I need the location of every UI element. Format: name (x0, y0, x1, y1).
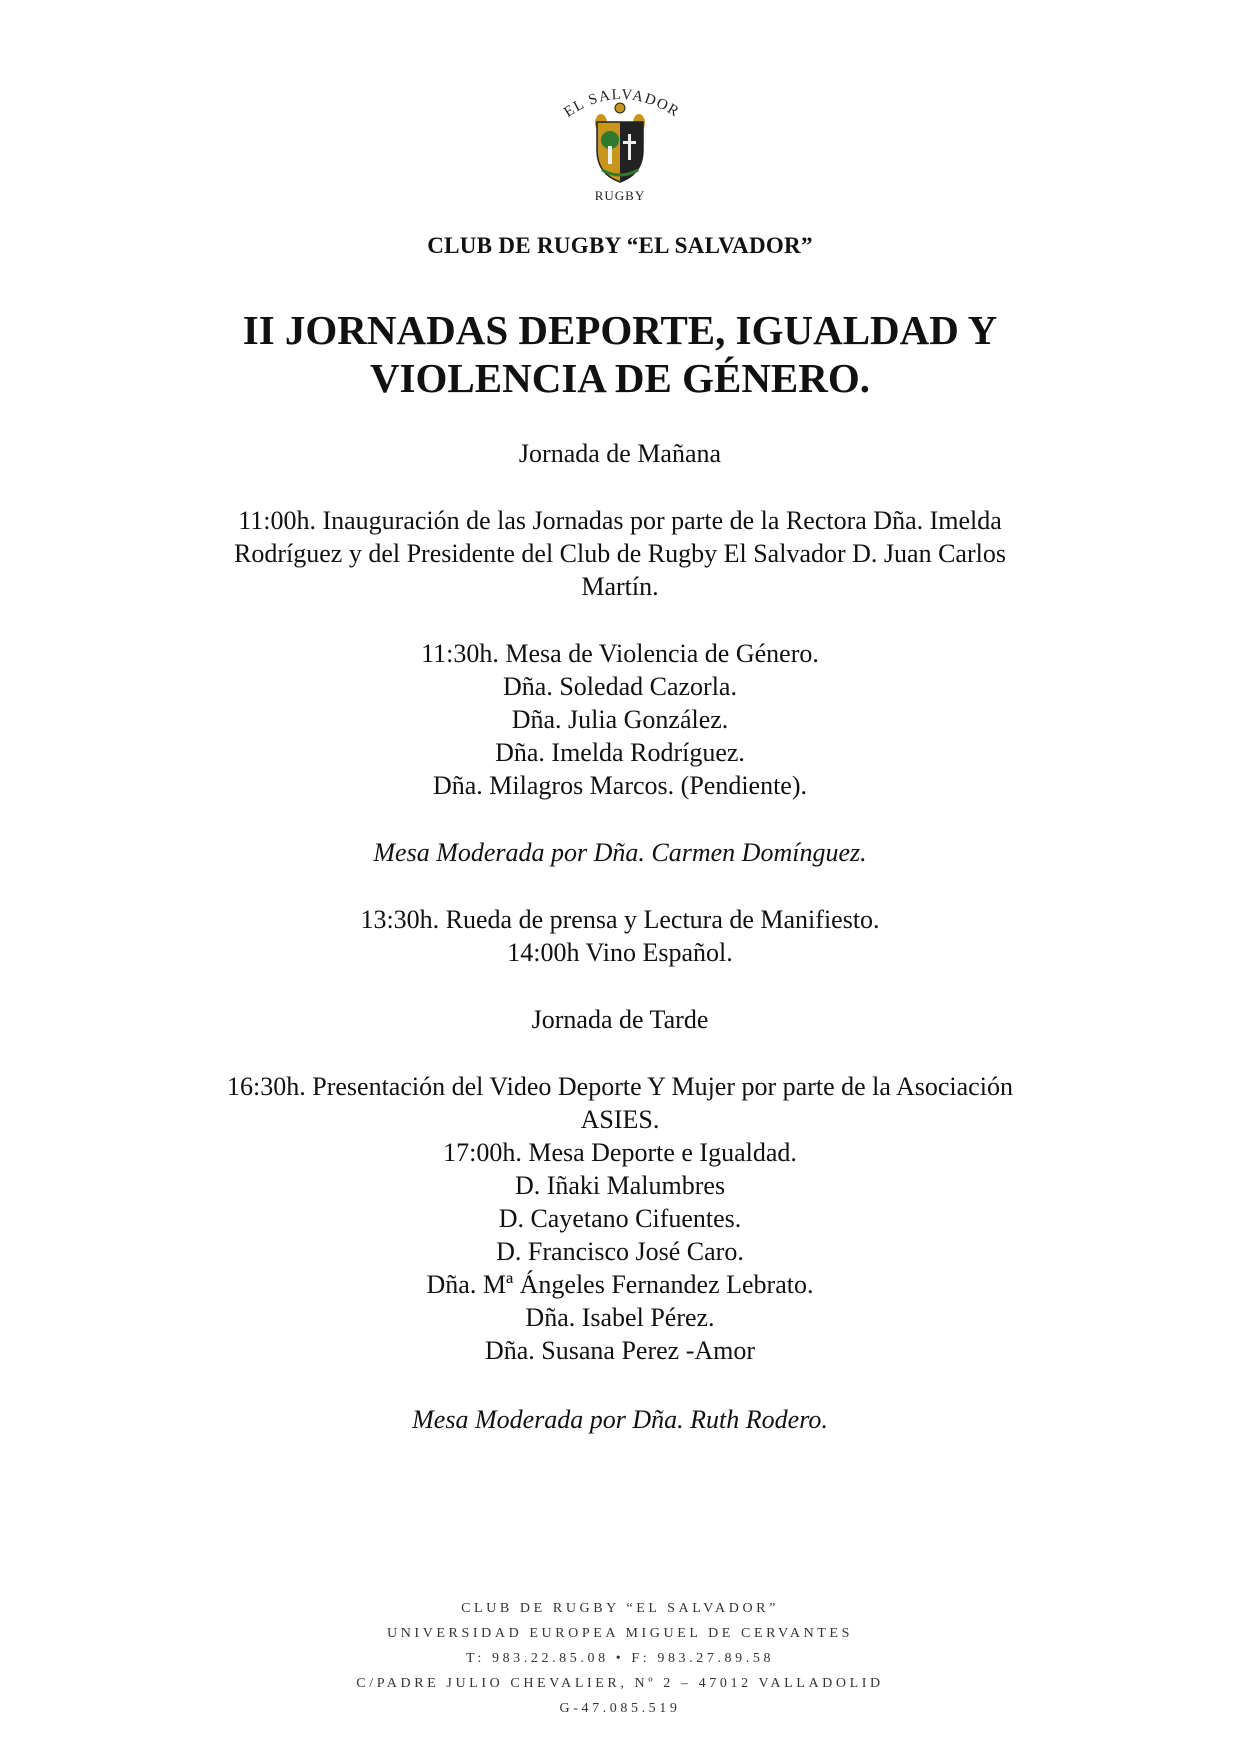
panelist: D. Francisco José Caro. (496, 1237, 744, 1266)
text-line: 11:00h. Inauguración de las Jornadas por parte de la Rectora Dña. Imelda (238, 506, 1002, 535)
afternoon-heading (0, 1003, 1240, 1036)
text-line: 14:00h Vino Español. (507, 938, 733, 967)
moderator-text: Mesa Moderada por Dña. Ruth Rodero. (412, 1405, 828, 1434)
moderator-text: Mesa Moderada por Dña. Carmen Domínguez. (373, 838, 867, 867)
afternoon-program (0, 1070, 1240, 1367)
footer-line: C/PADRE JULIO CHEVALIER, Nº 2 – 47012 VALLADOLID (356, 1676, 884, 1691)
text-line: Martín. (581, 572, 659, 601)
panelist: Dña. Imelda Rodríguez. (495, 738, 745, 767)
svg-text:RUGBY: RUGBY (594, 188, 646, 203)
panelist: Dña. Milagros Marcos. (Pendiente). (432, 771, 808, 800)
title-line: VIOLENCIA DE GÉNERO. (369, 355, 871, 401)
morning-heading (0, 437, 1240, 470)
panelist: Dña. Susana Perez -Amor (484, 1336, 756, 1365)
section-heading: Jornada de Mañana (518, 439, 722, 468)
page-footer (0, 1596, 1240, 1721)
footer-line: T: 983.22.85.08 • F: 983.27.89.58 (465, 1651, 775, 1666)
panel-title: 17:00h. Mesa Deporte e Igualdad. (443, 1138, 797, 1167)
rugby-crest-icon (555, 78, 685, 203)
panelist: Dña. Soledad Cazorla. (503, 672, 737, 701)
footer-line: UNIVERSIDAD EUROPEA MIGUEL DE CERVANTES (387, 1626, 853, 1641)
text-line: ASIES. (580, 1105, 660, 1134)
svg-text:EL SALVADOR: EL SALVADOR (561, 86, 683, 121)
club-logo (555, 78, 685, 203)
text-line: 13:30h. Rueda de prensa y Lectura de Manifiesto. (360, 905, 880, 934)
section-heading: Jornada de Tarde (531, 1005, 709, 1034)
press-and-wine (0, 903, 1240, 969)
panelist: Dña. Mª Ángeles Fernandez Lebrato. (426, 1270, 814, 1299)
title-line: II JORNADAS DEPORTE, IGUALDAD Y (242, 307, 998, 353)
panelist: Dña. Julia González. (511, 705, 729, 734)
moderator-morning (0, 836, 1240, 869)
panel-title: 11:30h. Mesa de Violencia de Género. (421, 639, 819, 668)
footer-line: G-47.085.519 (559, 1701, 681, 1716)
violence-panel (0, 637, 1240, 802)
panelist: D. Iñaki Malumbres (514, 1171, 726, 1200)
page-title (0, 306, 1240, 402)
panelist: D. Cayetano Cifuentes. (498, 1204, 742, 1233)
panelist: Dña. Isabel Pérez. (525, 1303, 715, 1332)
club-name: CLUB DE RUGBY “EL SALVADOR” (427, 233, 813, 258)
moderator-afternoon (0, 1403, 1240, 1436)
text-line: 16:30h. Presentación del Video Deporte Y Mujer por parte de la Asociación (227, 1072, 1013, 1101)
opening-paragraph (0, 504, 1240, 603)
text-line: Rodríguez y del Presidente del Club de Rugby El Salvador D. Juan Carlos (234, 539, 1006, 568)
footer-line: CLUB DE RUGBY “EL SALVADOR” (461, 1601, 779, 1616)
